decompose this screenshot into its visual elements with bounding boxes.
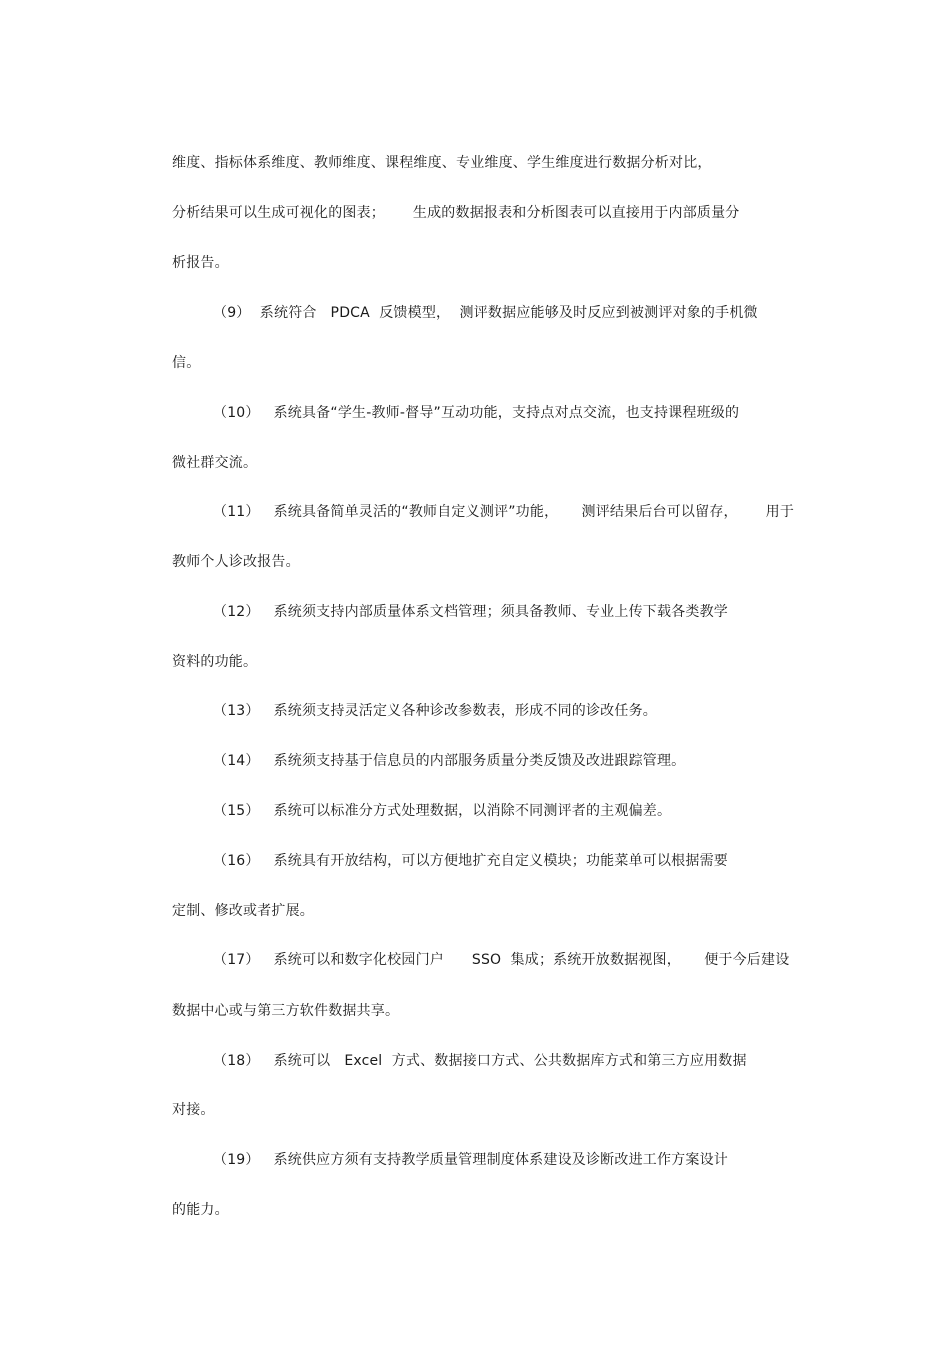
line-text: 微社群交流。 — [172, 455, 258, 471]
line-text: （11） 系统具备简单灵活的“教师自定义测评”功能， 测评结果后台可以留存， 用于 — [213, 504, 795, 520]
line-text: 的能力。 — [172, 1202, 229, 1218]
line-text: （13） 系统须支持灵活定义各种诊改参数表，形成不同的诊改任务。 — [213, 703, 657, 719]
line-text: 维度、指标体系维度、教师维度、课程维度、专业维度、学生维度进行数据分析对比， — [172, 155, 712, 171]
line-text: （18） 系统可以 Excel 方式、数据接口方式、公共数据库方式和第三方应用数据 — [213, 1053, 747, 1069]
paragraph-line — [0, 1180, 950, 1240]
line-text: 分析结果可以生成可视化的图表； 生成的数据报表和分析图表可以直接用于内部质量分 — [172, 205, 740, 221]
line-text: （10） 系统具备“学生-教师-督导”互动功能，支持点对点交流，也支持课程班级的 — [213, 405, 740, 421]
line-text: （14） 系统须支持基于信息员的内部服务质量分类反馈及改进跟踪管理。 — [213, 753, 686, 769]
line-text: （19） 系统供应方须有支持教学质量管理制度体系建设及诊断改进工作方案设计 — [213, 1152, 728, 1168]
line-text: 数据中心或与第三方软件数据共享。 — [172, 1003, 400, 1019]
line-text: 教师个人诊改报告。 — [172, 554, 300, 570]
line-text: 析报告。 — [172, 255, 229, 271]
line-text: （15） 系统可以标准分方式处理数据，以消除不同测评者的主观偏差。 — [213, 803, 672, 819]
line-text: 定制、修改或者扩展。 — [172, 903, 314, 919]
line-text: （9） 系统符合 PDCA 反馈模型， 测评数据应能够及时反应到被测评对象的手机微 — [213, 305, 758, 321]
line-text: 对接。 — [172, 1102, 215, 1118]
line-text: （12） 系统须支持内部质量体系文档管理；须具备教师、专业上传下载各类教学 — [213, 604, 728, 620]
line-text: （17） 系统可以和数字化校园门户 SSO 集成；系统开放数据视图， 便于今后建设 — [213, 952, 790, 968]
line-text: 信。 — [172, 355, 201, 371]
line-text: 资料的功能。 — [172, 654, 258, 670]
line-text: （16） 系统具有开放结构，可以方便地扩充自定义模块；功能菜单可以根据需要 — [213, 853, 728, 869]
